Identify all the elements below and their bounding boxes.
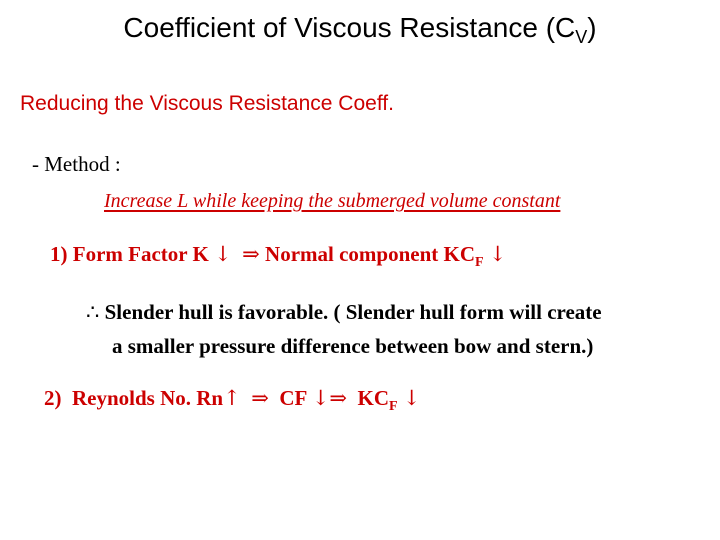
normal-component-text: Normal component KC	[265, 242, 476, 266]
section-subtitle: Reducing the Viscous Resistance Coeff.	[20, 92, 394, 115]
item-form-factor	[50, 242, 506, 271]
method-description: Increase L while keeping the submerged volume constant	[104, 190, 561, 212]
arrow-down-icon: ↓	[402, 386, 421, 410]
cf-text: CF	[279, 386, 307, 410]
subscript-f: F	[475, 255, 484, 270]
method-label: - Method :	[32, 152, 121, 176]
implies-icon: ⇒	[251, 386, 269, 410]
implies-icon: ⇒	[329, 386, 348, 410]
kcf-text: KC	[357, 386, 390, 410]
subscript-f: F	[389, 399, 398, 414]
form-factor-text: Form Factor K	[72, 242, 209, 266]
title-subscript: V	[575, 27, 588, 47]
reynolds-text: Reynolds No. Rn	[72, 386, 224, 410]
item-number: 1)	[50, 242, 68, 266]
arrow-down-icon: ↓	[311, 386, 330, 410]
arrow-down-icon: ↓	[214, 242, 232, 266]
item-number: 2)	[44, 386, 62, 410]
conclusion-line-2: a smaller pressure difference between bow and stern.)	[112, 334, 594, 358]
page-title: Coefficient of Viscous Resistance $(C_V)$	[123, 12, 597, 47]
item-reynolds	[44, 386, 420, 415]
arrow-up-icon: ↑	[223, 386, 241, 410]
conclusion-line-1: ∴ Slender hull is favorable. ( Slender hull form will create	[86, 300, 602, 324]
implies-icon: ⇒	[242, 242, 260, 266]
therefore-icon: ∴	[86, 300, 100, 324]
arrow-down-icon: ↓	[488, 242, 507, 266]
